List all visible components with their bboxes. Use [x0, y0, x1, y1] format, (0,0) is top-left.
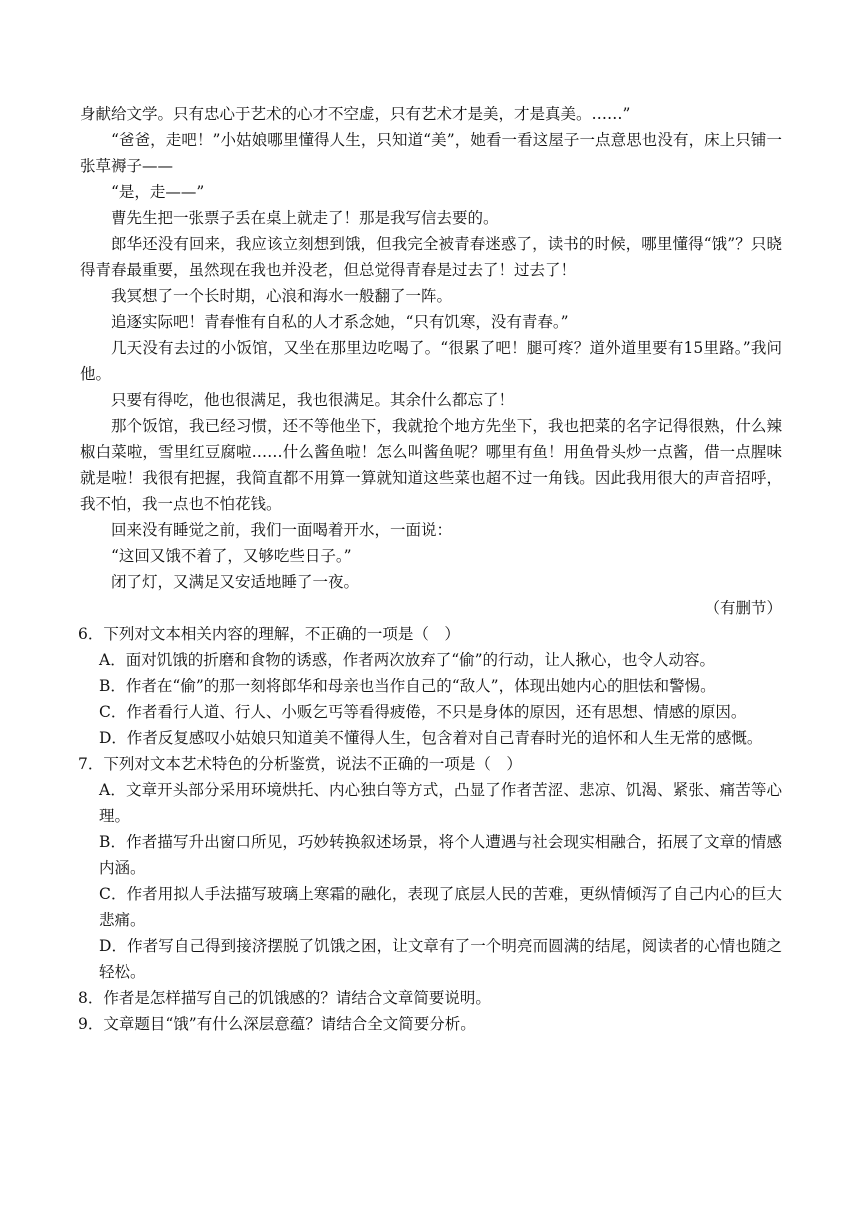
- passage-paragraph-9: 只要有得吃，他也很满足，我也很满足。其余什么都忘了！: [111, 391, 515, 409]
- question-6-option-d: D．作者反复感叹小姑娘只知道美不懂得人生，包含着对自己青春时光的追怀和人生无常的感慨。: [99, 729, 763, 747]
- passage-paragraph-2: “爸爸，走吧！”小姑娘哪里懂得人生，只知道“美”，她看一看这屋子一点意思也没有，床上只铺一张草褥子——: [80, 131, 782, 175]
- question-6-stem: 6．下列对文本相关内容的理解，不正确的一项是（ ）: [78, 625, 460, 643]
- question-9-stem: 9．文章题目“饿”有什么深层意蕴？请结合全文简要分析。: [78, 1015, 476, 1033]
- question-7-stem: 7．下列对文本艺术特色的分析鉴赏，说法不正确的一项是（ ）: [78, 755, 522, 773]
- question-6-option-c: C．作者看行人道、行人、小贩乞丐等看得疲倦，不只是身体的原因，还有思想、情感的原因。: [99, 703, 747, 721]
- question-7-option-d: D．作者写自己得到接济摆脱了饥饿之困，让文章有了一个明亮而圆满的结尾，阅读者的心情也随之轻松。: [99, 937, 782, 981]
- question-7-option-c: C．作者用拟人手法描写玻璃上寒霜的融化，表现了底层人民的苦难，更纵情倾泻了自己内心的巨大悲痛。: [99, 885, 782, 929]
- source-note: （有删节）: [704, 599, 782, 617]
- question-8-stem: 8．作者是怎样描写自己的饥饿感的？请结合文章简要说明。: [78, 989, 491, 1007]
- passage-paragraph-5: 郎华还没有回来，我应该立刻想到饿，但我完全被青春迷惑了，读书的时候，哪里懂得“饿”？只晓得青春最重要，虽然现在我也并没老，但总觉得青春是过去了！过去了！: [80, 235, 782, 279]
- passage-paragraph-3: “是，走——”: [111, 183, 205, 201]
- passage-paragraph-10: 那个饭馆，我已经习惯，还不等他坐下，我就抢个地方先坐下，我也把菜的名字记得很熟，什么辣椒白菜啦，雪里红豆腐啦……什么酱鱼啦！怎么叫酱鱼呢？哪里有鱼！用鱼骨头炒一点酱，借一点腥味就是啦！我很有把握，我简直都不用算一算就知道这些菜也超不过一角钱。因此我用很大的声音招呼，我不怕，我一点也不怕花钱。: [80, 417, 782, 513]
- passage-paragraph-8: 几天没有去过的小饭馆，又坐在那里边吃喝了。“很累了吧！腿可疼？道外道里要有15里路。”我问他。: [80, 339, 782, 383]
- question-7-option-b: B．作者描写升出窗口所见，巧妙转换叙述场景，将个人遭遇与社会现实相融合，拓展了文章的情感内涵。: [99, 833, 782, 877]
- passage-paragraph-7: 追逐实际吧！青春惟有自私的人才系念她，“只有饥寒，没有青春。”: [111, 313, 569, 331]
- passage-paragraph-6: 我冥想了一个长时期，心浪和海水一般翻了一阵。: [111, 287, 453, 305]
- passage-paragraph-13: 闭了灯，又满足又安适地睡了一夜。: [111, 573, 360, 591]
- question-7-option-a: A．文章开头部分采用环境烘托、内心独白等方式，凸显了作者苦涩、悲凉、饥渴、紧张、痛苦等心理。: [99, 781, 782, 825]
- document-content: [80, 101, 782, 1037]
- question-6-option-a: A．面对饥饿的折磨和食物的诱惑，作者两次放弃了“偷”的行动，让人揪心，也令人动容。: [99, 651, 716, 669]
- passage-paragraph-4: 曹先生把一张票子丢在桌上就走了！那是我写信去要的。: [111, 209, 499, 227]
- passage-paragraph-12: “这回又饿不着了，又够吃些日子。”: [111, 547, 352, 565]
- passage-paragraph-1: 身献给文学。只有忠心于艺术的心才不空虚，只有艺术才是美，才是真美。……”: [80, 105, 631, 123]
- passage-paragraph-11: 回来没有睡觉之前，我们一面喝着开水，一面说：: [111, 521, 453, 539]
- question-6-option-b: B．作者在“偷”的那一刻将郎华和母亲也当作自己的“敌人”，体现出她内心的胆怯和警惕。: [99, 677, 716, 695]
